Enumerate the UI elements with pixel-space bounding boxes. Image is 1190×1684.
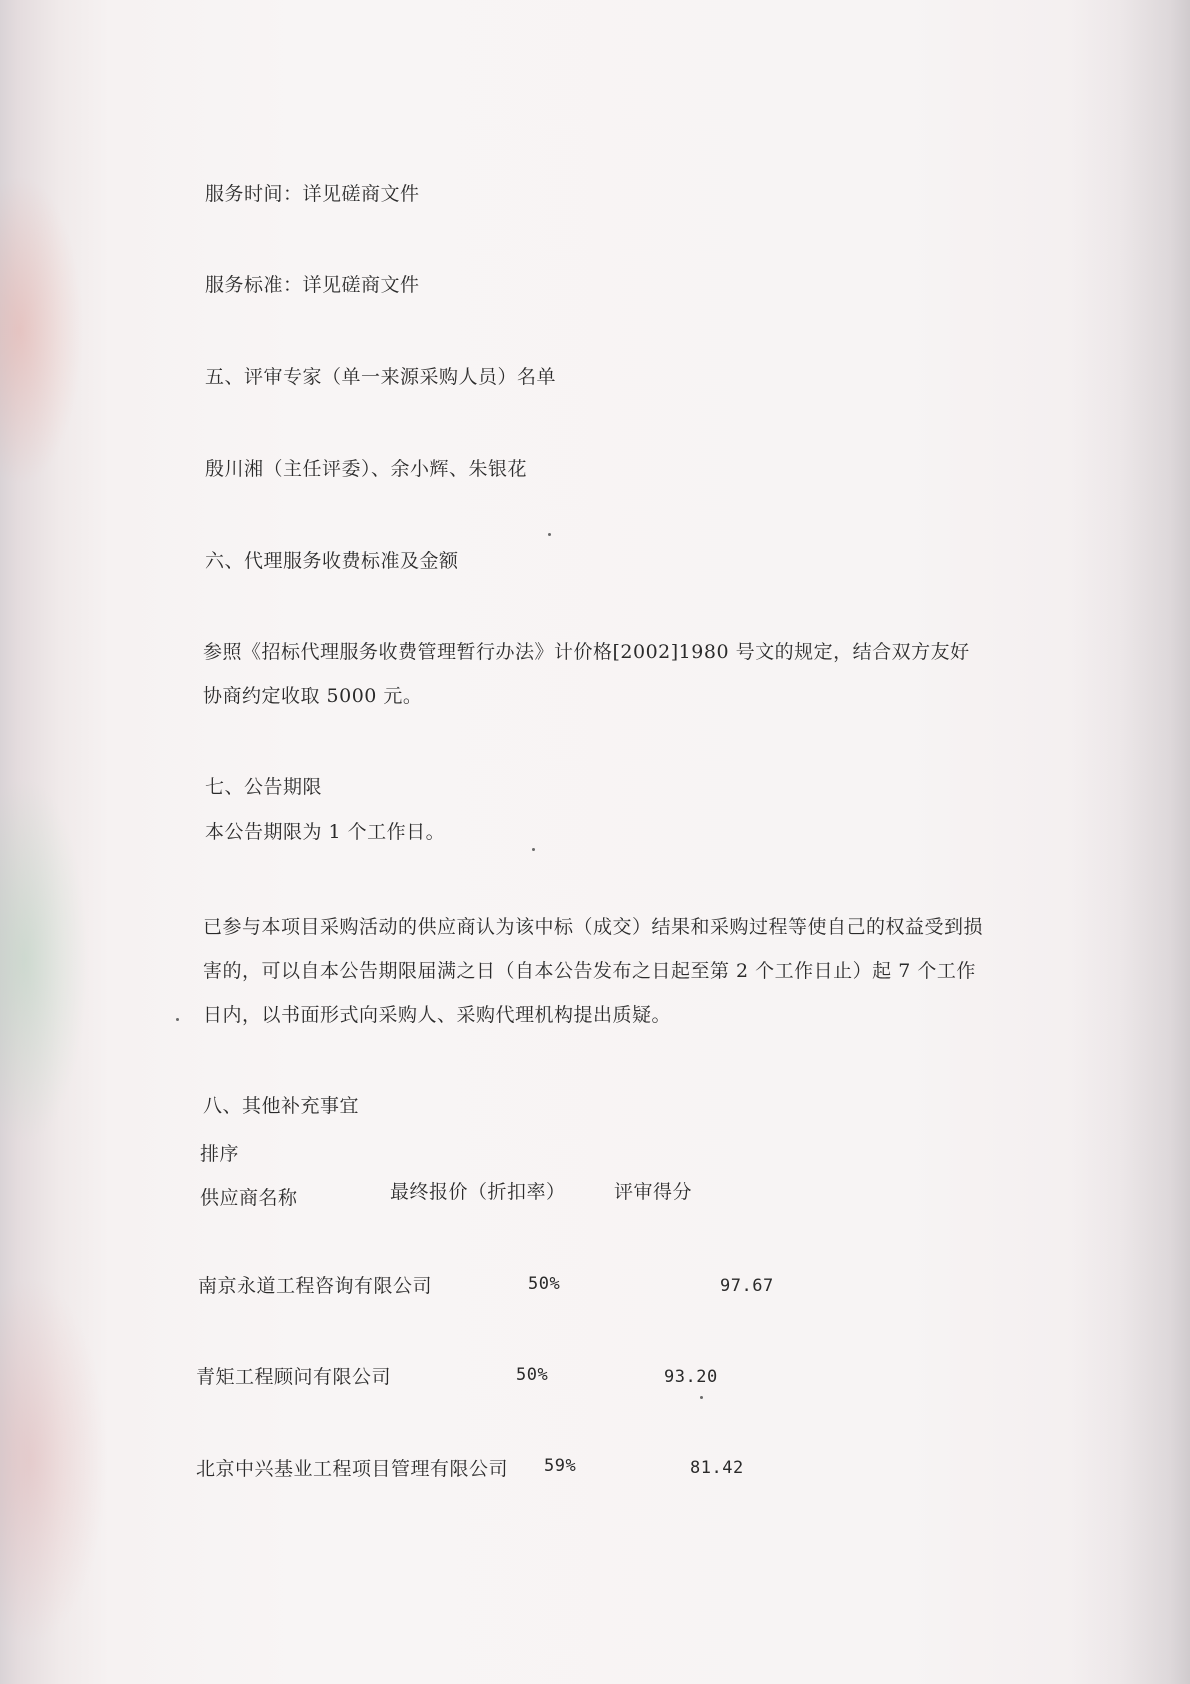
ranking-label: 排序 <box>200 1143 240 1165</box>
table-row-3-supplier: 北京中兴基业工程项目管理有限公司 <box>196 1458 509 1480</box>
scan-speck <box>532 848 535 851</box>
table-header-price: 最终报价（折扣率） <box>390 1181 566 1203</box>
table-row-1-score: 97.67 <box>720 1276 774 1296</box>
section-6-heading: 六、代理服务收费标准及金额 <box>205 550 459 572</box>
section-5-heading: 五、评审专家（单一来源采购人员）名单 <box>205 366 557 388</box>
table-row-2-price: 50% <box>516 1365 549 1385</box>
section-8-heading: 八、其他补充事宜 <box>203 1095 360 1117</box>
table-row-3-score: 81.42 <box>690 1458 744 1478</box>
service-time-line: 服务时间：详见磋商文件 <box>205 183 420 205</box>
table-row-1-price: 50% <box>528 1274 561 1294</box>
table-header-supplier: 供应商名称 <box>200 1187 298 1209</box>
table-row-3-price: 59% <box>544 1456 577 1476</box>
scan-speck <box>176 1018 179 1021</box>
service-standard-line: 服务标准：详见磋商文件 <box>205 274 420 296</box>
scan-shadow-right <box>1070 0 1190 1684</box>
expert-list: 殷川湘（主任评委）、余小辉、朱银花 <box>205 458 528 480</box>
section-7-heading: 七、公告期限 <box>205 776 323 798</box>
notice-period-line: 本公告期限为 1 个工作日。 <box>205 821 446 843</box>
table-row-2-score: 93.20 <box>664 1367 718 1387</box>
scan-speck <box>548 533 551 536</box>
table-row-1-supplier: 南京永道工程咨询有限公司 <box>198 1275 433 1297</box>
table-row-2-supplier: 青矩工程顾问有限公司 <box>196 1366 392 1388</box>
objection-paragraph: 已参与本项目采购活动的供应商认为该中标（成交）结果和采购过程等使自己的权益受到损害的，可以自本公告期限届满之日（自本公告发布之日起至第 2 个工作日止）起 7 个工作日内，以书面形式向采购人、采购代理机构提出质疑。 <box>203 916 984 1026</box>
fee-paragraph: 参照《招标代理服务收费管理暂行办法》计价格[2002]1980 号文的规定，结合双方友好协商约定收取 5000 元。 <box>203 641 970 707</box>
scan-tint-left <box>0 0 150 1684</box>
scan-speck <box>700 1396 703 1399</box>
table-header-score: 评审得分 <box>614 1181 693 1203</box>
